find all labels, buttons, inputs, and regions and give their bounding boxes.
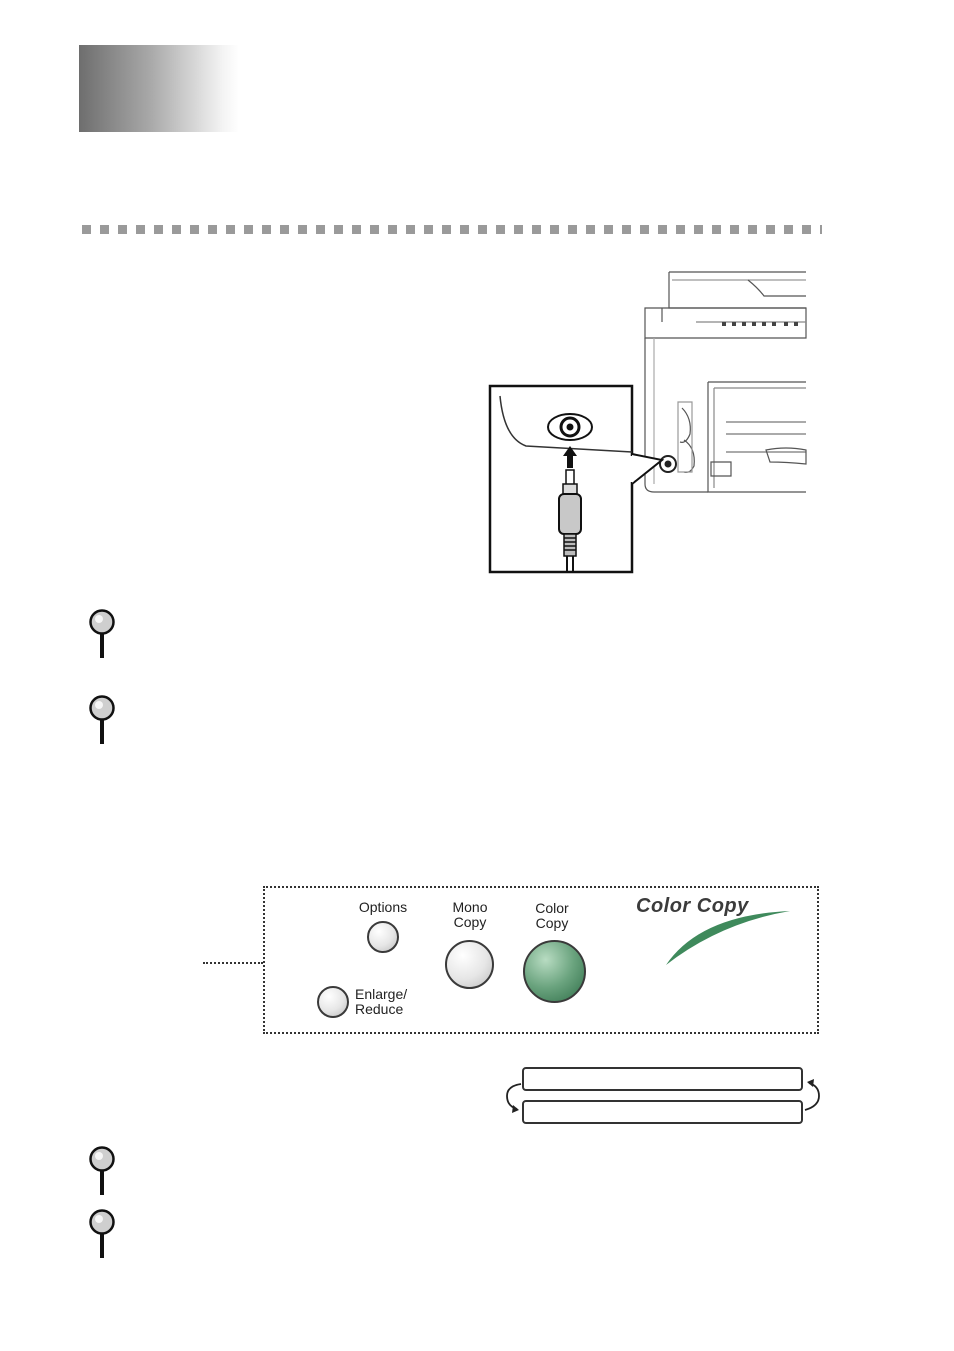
magnifier-icon [88,1145,118,1197]
machine-cable-illustration [486,262,808,576]
chapter-tab [79,45,239,132]
section-divider [82,225,822,234]
options-button[interactable] [367,921,399,953]
lcd-line-2 [522,1100,803,1124]
color-copy-button[interactable] [523,940,586,1003]
color-copy-logo-text: Color Copy [636,895,749,917]
color-copy-swoosh [660,905,794,967]
mono-copy-button[interactable] [445,940,494,989]
mono-copy-label: Mono Copy [452,899,488,930]
magnifier-icon [88,1208,118,1260]
magnifier-icon [88,694,118,746]
color-copy-label: Color Copy [535,900,569,931]
magnifier-icon [88,608,118,660]
enlarge-reduce-label: Enlarge/ Reduce [355,986,408,1017]
callout-leader-line [203,962,263,964]
lcd-line-1 [522,1067,803,1091]
scroll-arrow-left-icon [503,1076,523,1116]
enlarge-reduce-button[interactable] [317,986,349,1018]
scroll-arrow-right-icon [803,1076,823,1116]
options-label: Options [358,899,408,915]
